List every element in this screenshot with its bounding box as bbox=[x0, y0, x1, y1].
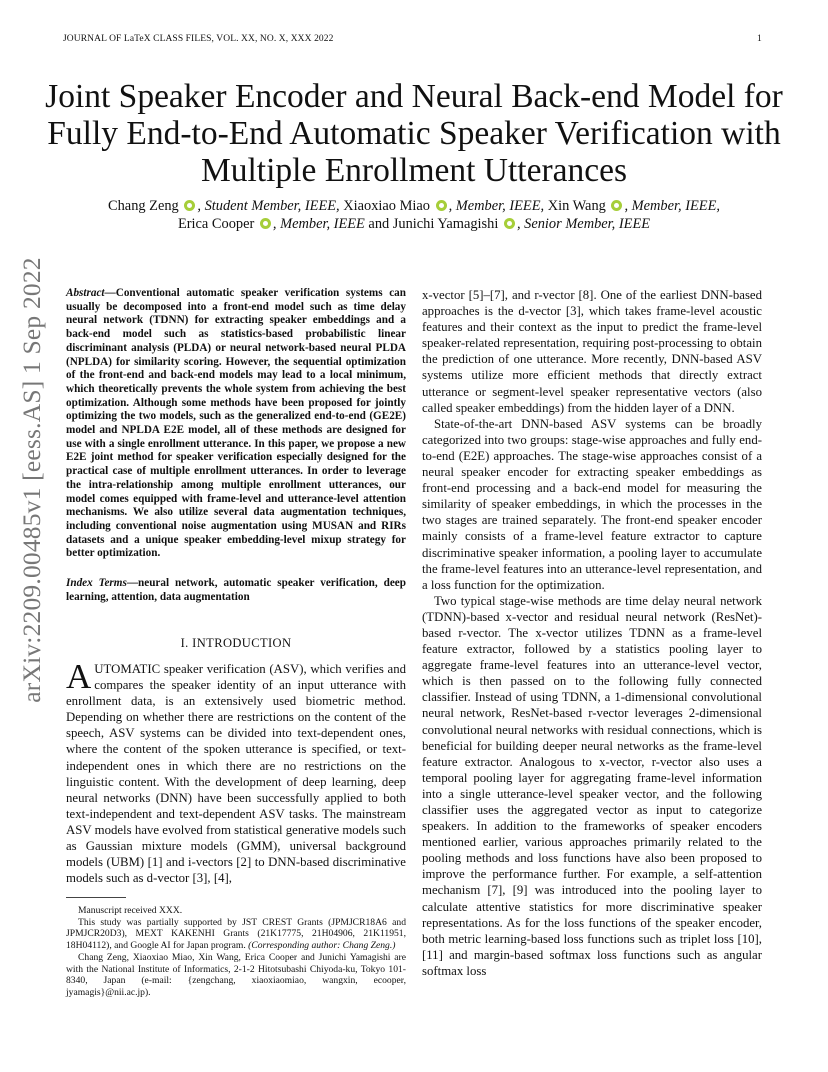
index-terms bbox=[66, 577, 406, 604]
drop-cap: A bbox=[66, 657, 92, 696]
arxiv-identifier: arXiv:2209.00485v1 [eess.AS] 1 Sep 2022 bbox=[17, 257, 46, 703]
body-paragraph: State-of-the-art DNN-based ASV systems can be broadly categorized into two groups: stage-wise approaches and fully end-to-end (E2E) approaches. The stage-wise approaches consist of a neural speaker encoder for extracting speaker embeddings as front-end processing and a back-end model for measuring the similarity of speaker embeddings, in which the processes in the two stages are trained separately. The front-end speaker encoder mainly consists of a frame-level feature extractor to capture discriminative speaker information, a pooling layer to accumulate the frame-level features into an utterance-level representation, and a loss function for the optimization. bbox=[422, 416, 762, 592]
author-name: Xiaoxiao Miao bbox=[339, 198, 430, 214]
arxiv-side-label bbox=[12, 257, 52, 703]
footnote-funding bbox=[66, 917, 406, 952]
running-header: JOURNAL OF LaTeX CLASS FILES, VOL. XX, NO. X, XXX 2022 bbox=[63, 34, 334, 44]
author-name: Xin Wang bbox=[544, 198, 606, 214]
author-list bbox=[40, 197, 788, 233]
introduction-body bbox=[66, 657, 406, 886]
footnote-manuscript: Manuscript received XXX. bbox=[78, 905, 183, 916]
body-paragraph: x-vector [5]–[7], and r-vector [8]. One of the earliest DNN-based approaches is the d-vector [3], which takes frame-level acoustic features and their context as the input to predict the frame-level speaker-related representation, requiring post-processing to obtain the prediction of one utterance. More recently, DNN-based ASV systems utilize more efficient methods that directly extract utterance or segment-level speaker representative vectors (also called speaker embeddings) from the hidden layer of a DNN. bbox=[422, 288, 762, 415]
abstract bbox=[66, 287, 406, 561]
body-paragraph: Two typical stage-wise methods are time delay neural network (TDNN)-based x-vector and residual neural network (ResNet)-based r-vector. The x-vector utilizes TDNN as a frame-level feature extractor, followed by a statistics pooling layer to aggregate frame-level features into an utterance-level vector, which is then passed on to the following fully connected classifier. Instead of using TDNN, a 1-dimensional convolutional neural network, ResNet-based r-vector leverages 2-dimensional convolutional neural networks with residual connections, which is beneficial for building deeper neural networks as the frame-level feature extractor. Analogous to x-vector, r-vector also uses a temporal pooling layer for aggregating frame-level information into a single utterance-level speaker vector, and the following classifier uses the aggregated vector as input to categorize speakers. In addition to the frameworks of speaker encoders mentioned earlier, various approaches primarily related to the pooling methods and loss functions have also been proposed to improve the performance further. For example, a self-attention mechanism [7], [9] was introduced into the pooling layer to calculate attentive statistics for more discriminative speaker representations. As for the loss functions of the speaker encoder, both metric learning-based loss functions such as triplet loss [10], [11] and margin-based softmax loss functions such as angular softmax loss bbox=[422, 593, 762, 978]
page-number: 1 bbox=[757, 34, 762, 44]
orcid-icon[interactable] bbox=[504, 218, 515, 229]
author-name: and Junichi Yamagishi bbox=[364, 216, 499, 232]
right-column bbox=[422, 287, 762, 979]
intro-first-word: UTOMATIC bbox=[94, 662, 161, 676]
author-role: , Senior Member, IEEE bbox=[516, 216, 651, 232]
author-name: Chang Zeng bbox=[108, 198, 179, 214]
abstract-text: —Conventional automatic speaker verification systems can usually be decomposed into a front-end model such as time delay neural network (TDNN) for extracting speaker embeddings and a back-end model such as statistics-based probabilistic linear discriminant analysis (PLDA) or neural network-based neural PLDA (NPLDA) for similarity scoring. However, the sequential optimization of the front-end and back-end models may lead to a local minimum, which theoretically prevents the whole system from achieving the best optimization. Although some methods have been proposed for jointly optimizing the two models, such as the generalized end-to-end (GE2E) model and NPLDA E2E model, all of these methods are designed for use with a single enrollment utterance. In this paper, we propose a new E2E joint method for speaker verification especially designed for the practical case of multiple enrollment utterances. In order to leverage the intra-relationship among multiple enrollment utterances, our model comes equipped with frame-level and utterance-level attention mechanisms. We also utilize several data augmentation techniques, including conventional noise augmentation using MUSAN and RIRs datasets and a unique speaker embedding-level mixup strategy for better optimization. bbox=[66, 287, 406, 560]
orcid-icon[interactable] bbox=[260, 218, 271, 229]
abstract-label: Abstract bbox=[66, 287, 105, 299]
author-role: , Member, IEEE bbox=[272, 216, 365, 232]
index-terms-label: Index Terms bbox=[66, 577, 127, 589]
author-role: , Member, IEEE, bbox=[448, 198, 545, 214]
footnotes bbox=[66, 905, 406, 999]
intro-paragraph: speaker verification (ASV), which verifies and compares the speaker identity of an input utterance with enrollment data, is an extensively used biometric method. Depending on whether there are restrictions on the content of the speech, ASV systems can be divided into text-dependent ones, where the content of the spoken utterance is specified, or text-independent ones in which there are no restrictions on the linguistic content. With the development of deep learning, deep neural networks (DNN) have been successfully applied to both text-independent and text-dependent ASV tasks. The mainstream ASV models have evolved from statistical generative models such as Gaussian mixture models (GMM), universal background models (UBM) [1] and i-vectors [2] to DNN-based discriminative models such as d-vector [3], [4], bbox=[66, 662, 406, 886]
author-role: , Student Member, IEEE, bbox=[197, 198, 340, 214]
footnote-divider bbox=[66, 897, 126, 898]
footnote-affiliation: Chang Zeng, Xiaoxiao Miao, Xin Wang, Erica Cooper and Junichi Yamagishi are with the National Institute of Informatics, 2-1-2 Hitotsubashi Chiyoda-ku, Tokyo 101-8340, Japan (e-mail: {zengchang, xiaoxiaomiao, wangxin, ecooper, jyamagis}@nii.ac.jp). bbox=[66, 951, 406, 998]
paper-title: Joint Speaker Encoder and Neural Back-end Model for Fully End-to-End Automatic Speaker Verification with Multiple Enrollment Utterances bbox=[45, 78, 783, 189]
footnote-corresponding: (Corresponding author: Chang Zeng.) bbox=[248, 940, 396, 952]
orcid-icon[interactable] bbox=[436, 200, 447, 211]
author-role: , Member, IEEE, bbox=[624, 198, 720, 214]
footnote-funding-text: This study was partially supported by JST CREST Grants (JPMJCR18A6 and JPMJCR20D3), MEXT KAKENHI Grants (21K17775, 21H04906, 21K11951, 18H04112), and Google AI for Japan program. bbox=[66, 916, 406, 952]
author-name: Erica Cooper bbox=[177, 216, 255, 232]
section-heading: I. INTRODUCTION bbox=[180, 636, 292, 650]
orcid-icon[interactable] bbox=[184, 200, 195, 211]
index-terms-text: —neural network, automatic speaker verification, deep learning, attention, data augmentation bbox=[66, 577, 406, 603]
orcid-icon[interactable] bbox=[611, 200, 622, 211]
